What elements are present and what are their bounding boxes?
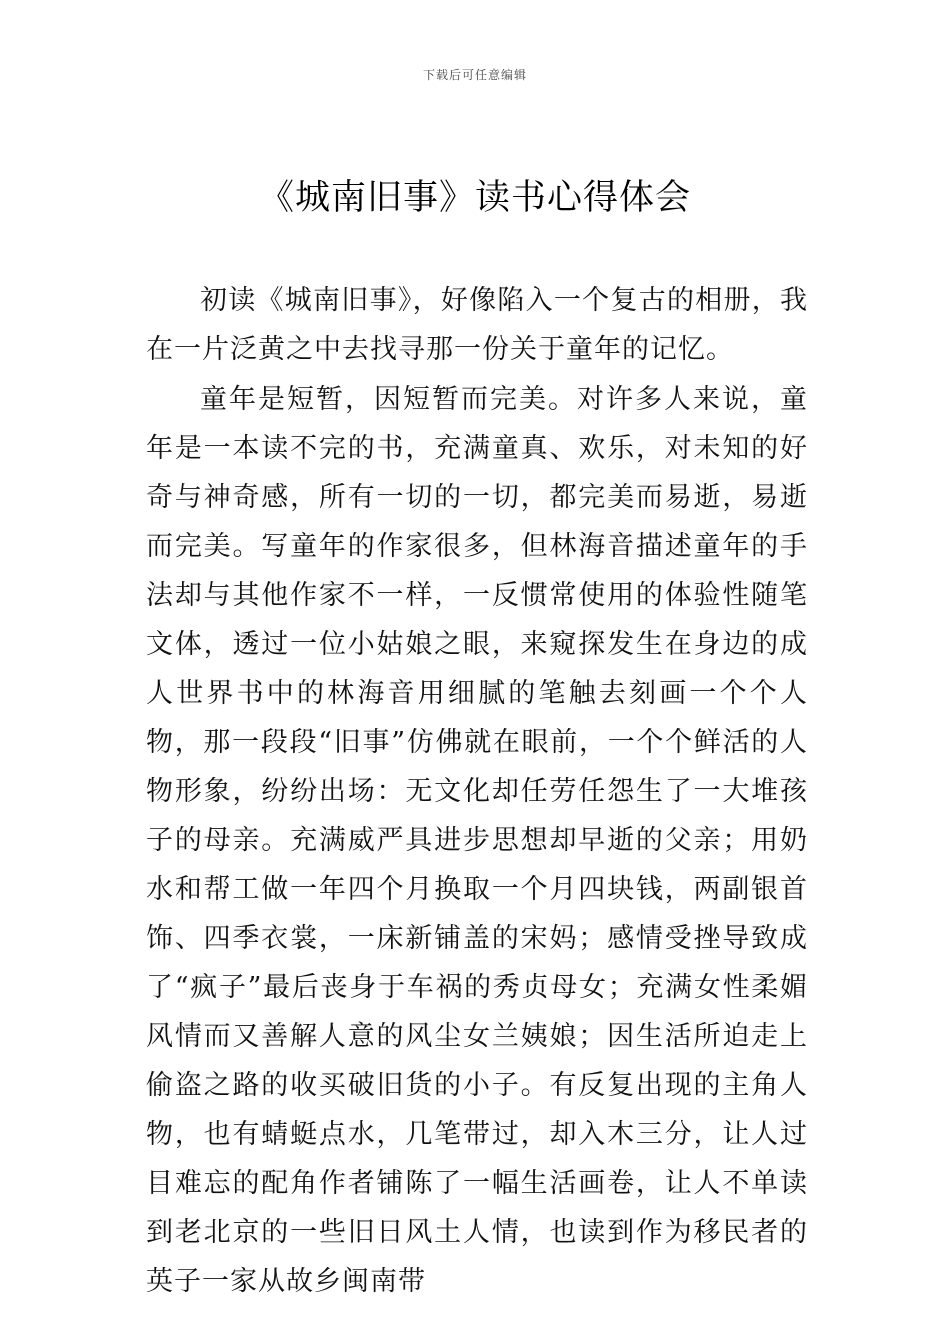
header-note: 下载后可任意编辑 — [422, 68, 527, 82]
document-body — [146, 276, 808, 1307]
paragraph: 初读《城南旧事》，好像陷入一个复古的相册，我在一片泛黄之中去找寻那一份关于童年的记忆。 — [146, 285, 808, 365]
document-title: 《城南旧事》读书心得体会 — [258, 178, 691, 218]
paragraph: 童年是短暂，因短暂而完美。对许多人来说，童年是一本读不完的书，充满童真、欢乐，对未知的好奇与神奇感，所有一切的一切，都完美而易逝，易逝而完美。写童年的作家很多，但林海音描述童年的手法却与其他作家不一样，一反惯常使用的体验性随笔文体，透过一位小姑娘之眼，来窥探发生在身边的成人世界书中的林海音用细腻的笔触去刻画一个个人物，那一段段“旧事”仿佛就在眼前，一个个鲜活的人物形象，纷纷出场：无文化却任劳任怨生了一大堆孩子的母亲。充满威严具进步思想却早逝的父亲；用奶水和帮工做一年四个月换取一个月四块钱，两副银首饰、四季衣裳，一床新铺盖的宋妈；感情受挫导致成了“疯子”最后丧身于车祸的秀贞母女；充满女性柔媚风情而又善解人意的风尘女兰姨娘；因生活所迫走上偷盗之路的收买破旧货的小子。有反复出现的主角人物，也有蜻蜓点水，几笔带过，却入木三分，让人过目难忘的配角作者铺陈了一幅生活画卷，让人不单读到老北京的一些旧日风土人情，也读到作为移民者的英子一家从故乡闽南带 — [146, 384, 808, 1297]
